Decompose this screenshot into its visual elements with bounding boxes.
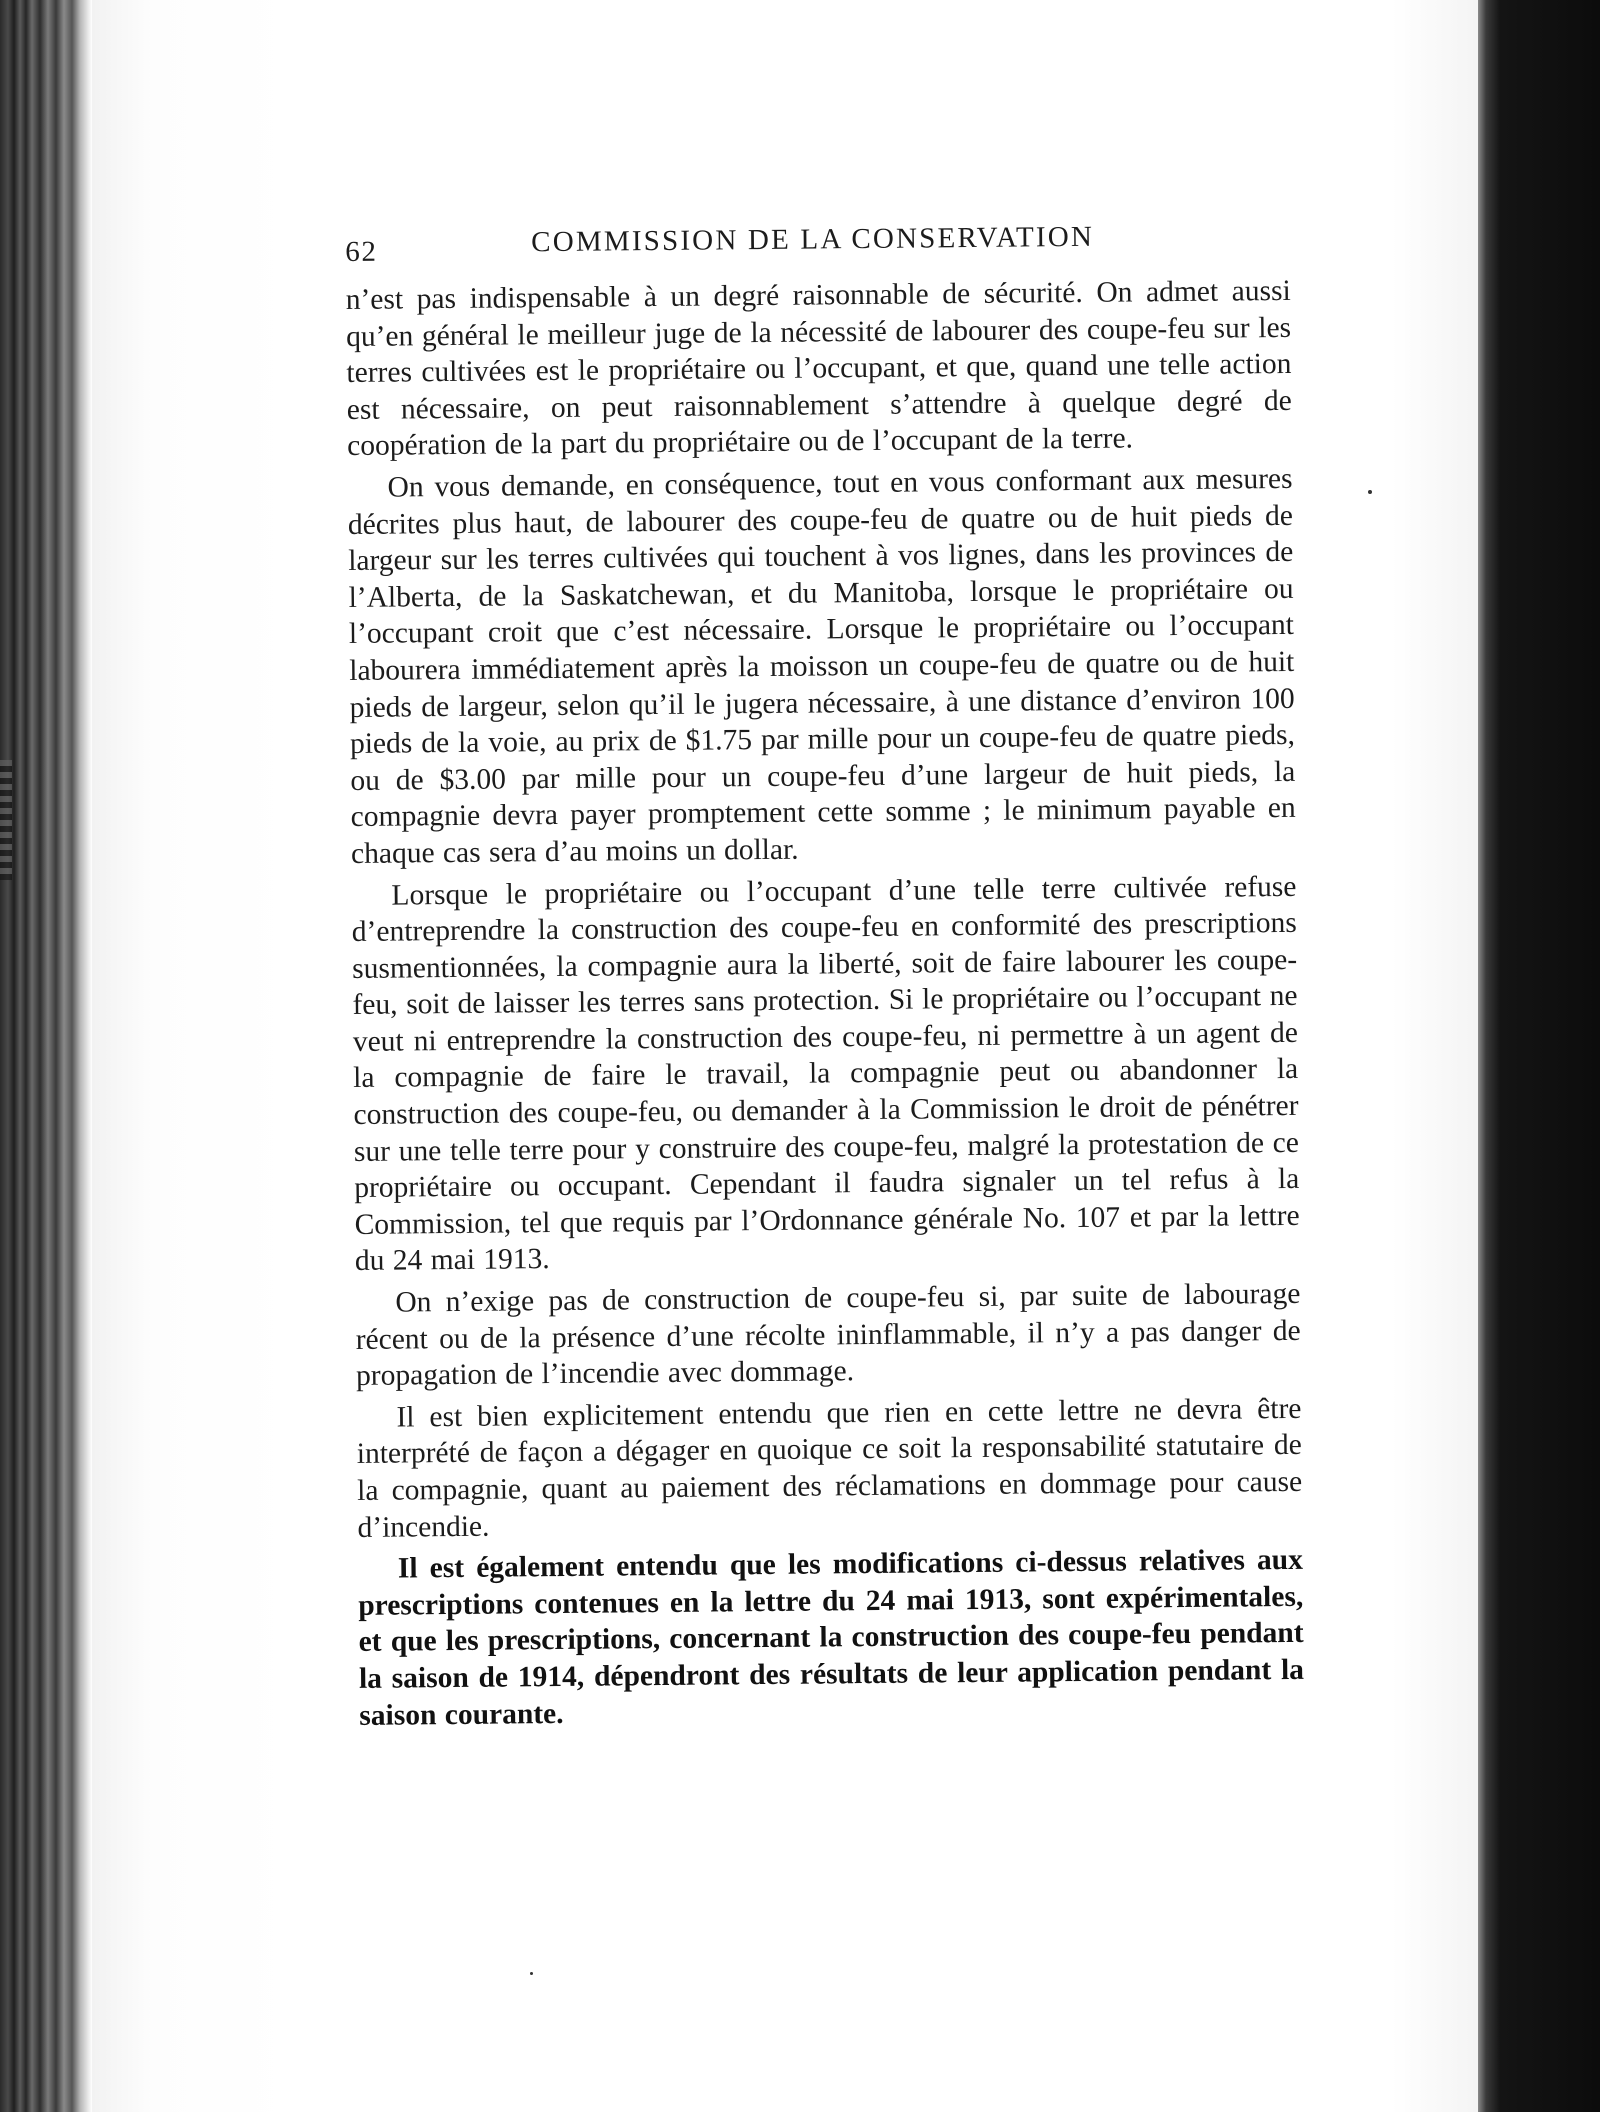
- running-head: [345, 213, 1291, 282]
- paragraph-exemption: On n’exige pas de construction de coupe-feu si, par suite de labourage récent ou de la présence d’une récolte ininflammable, il n’y a pas danger de propagation de l’incendie avec dommage.: [355, 1277, 1301, 1393]
- dust-speck: [530, 1972, 533, 1975]
- paragraph-owner-refusal: Lorsque le propriétaire ou l’occupant d’une telle terre cultivée refuse d’entreprendre la construction des coupe-feu en conformité des prescriptions susmentionnées, la compagnie aura la liberté, soit de faire labourer les coupe-feu, soit de laisser les terres sans protection. Si le propriétaire ou l’occupant ne veut ni entreprendre la construction des coupe-feu, ni permettre à un agent de la compagnie de faire le travail, la compagnie peut ou abandonner la construction des coupe-feu, ou demander à la Commission le droit de pénétrer sur une telle terre pour y construire des coupe-feu, malgré la protestation de ce propriétaire ou occupant. Cependant il faudra signaler un tel refus à la Commission, tel que requis par l’Ordonnance générale No. 107 et par la lettre du 24 mai 1913.: [351, 870, 1300, 1278]
- paragraph-liability: Il est bien explicitement entendu que rien en cette lettre ne devra être interprété de façon a dégager en quoique ce soit la responsabilité statutaire de la compagnie, quant au paiement des réclamations en dommage pour cause d’incendie.: [356, 1392, 1303, 1544]
- paragraph-continuation: n’est pas indispensable à un degré raisonnable de sécurité. On admet aussi qu’en général le meilleur juge de la nécessité de labourer des coupe-feu sur les terres cultivées est le propriétaire ou l’occupant, et que, quand une telle action est nécessaire, on peut raisonnablement s’attendre à quelque degré de coopération de la part du propriétaire ou de l’occupant de la terre.: [345, 274, 1292, 463]
- paragraph-firebreak-request: On vous demande, en conséquence, tout en vous conformant aux mesures décrites plus haut, de labourer des coupe-feu de quatre ou de huit pieds de largeur sur les terres cultivées qui touchent à vos lignes, dans les provinces de l’Alberta, de la Saskatchewan, et du Manitoba, lorsque le propriétaire ou l’occupant croit que c’est nécessaire. Lorsque le propriétaire ou l’occupant labourera immédiatement après la moisson un coupe-feu de quatre ou de huit pieds de largeur, selon qu’il le jugera nécessaire, à une distance d’environ 100 pieds de la voie, au prix de $1.75 par mille pour un coupe-feu de quatre pieds, ou de $3.00 par mille pour un coupe-feu d’une largeur de huit pieds, la compagnie devra payer promptement cette somme ; le minimum payable en chaque cas sera d’au moins un dollar.: [347, 462, 1296, 870]
- running-title: COMMISSION DE LA CONSERVATION: [531, 220, 1095, 259]
- page-number: 62: [345, 235, 378, 268]
- binding-edge-marks: [0, 760, 12, 880]
- book-spine: [0, 0, 92, 2112]
- page-content: [345, 213, 1304, 1734]
- dust-speck: [1368, 490, 1372, 494]
- dark-background-edge: [1478, 0, 1600, 2112]
- body-text: [346, 273, 1305, 1734]
- paragraph-experimental: Il est également entendu que les modifications ci-dessus relatives aux prescriptions contenues en la lettre du 24 mai 1913, sont expérimentales, et que les prescriptions, concernant la construction des coupe-feu pendant la saison de 1914, dépendront des résultats de leur application pendant la saison courante.: [358, 1544, 1305, 1732]
